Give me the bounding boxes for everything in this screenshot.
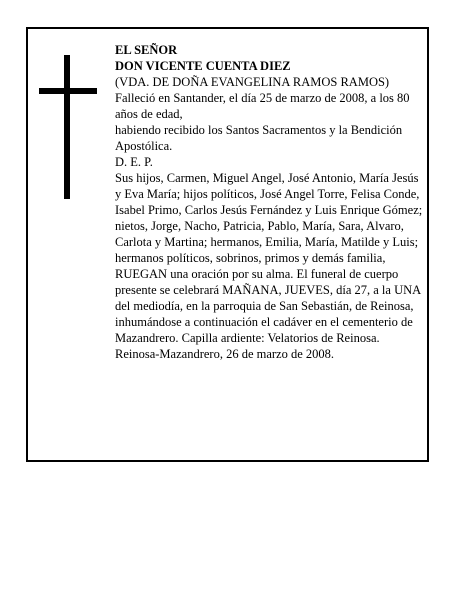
cross-icon: [39, 55, 97, 199]
widow-line: (VDA. DE DOÑA EVANGELINA RAMOS RAMOS): [115, 75, 390, 89]
funeral-paragraph: RUEGAN una oración por su alma. El funeral de cuerpo presente se celebrará MAÑANA, JUEVES, día 27, a la UNA del mediodía, en la parroquia de San Sebastián, de Reinosa, inhumándose a continuación el cadáver en el cementerio de Mazandrero. Capilla ardiente: Velatorios de Reinosa.: [115, 267, 421, 345]
sacraments-line: habiendo recibido los Santos Sacramentos y la Bendición Apostólica.: [115, 123, 403, 153]
obituary-notice: [26, 27, 429, 462]
death-line: Falleció en Santander, el día 25 de marzo de 2008, a los 80 años de edad,: [115, 91, 410, 121]
family-paragraph: Sus hijos, Carmen, Miguel Angel, José Antonio, María Jesús y Eva María; hijos políticos, José Angel Torre, Felisa Conde, Isabel Primo, Carlos Jesús Fernández y Luis Enrique Gómez; nietos, Jorge, Nacho, Patricia, Pablo, María, Sara, Alvaro, Carlota y Martina; hermanos, Emilia, María, Matilde y Luis; hermanos políticos, sobrinos, primos y demás familia,: [115, 171, 423, 265]
deceased-name: DON VICENTE CUENTA DIEZ: [115, 59, 291, 73]
cross-horizontal-bar: [39, 88, 97, 94]
heading-title: EL SEÑOR: [115, 43, 178, 57]
rip-line: D. E. P.: [115, 155, 153, 169]
obituary-text: [115, 42, 424, 362]
cross-vertical-bar: [64, 55, 70, 199]
place-date-line: Reinosa-Mazandrero, 26 de marzo de 2008.: [115, 347, 335, 361]
